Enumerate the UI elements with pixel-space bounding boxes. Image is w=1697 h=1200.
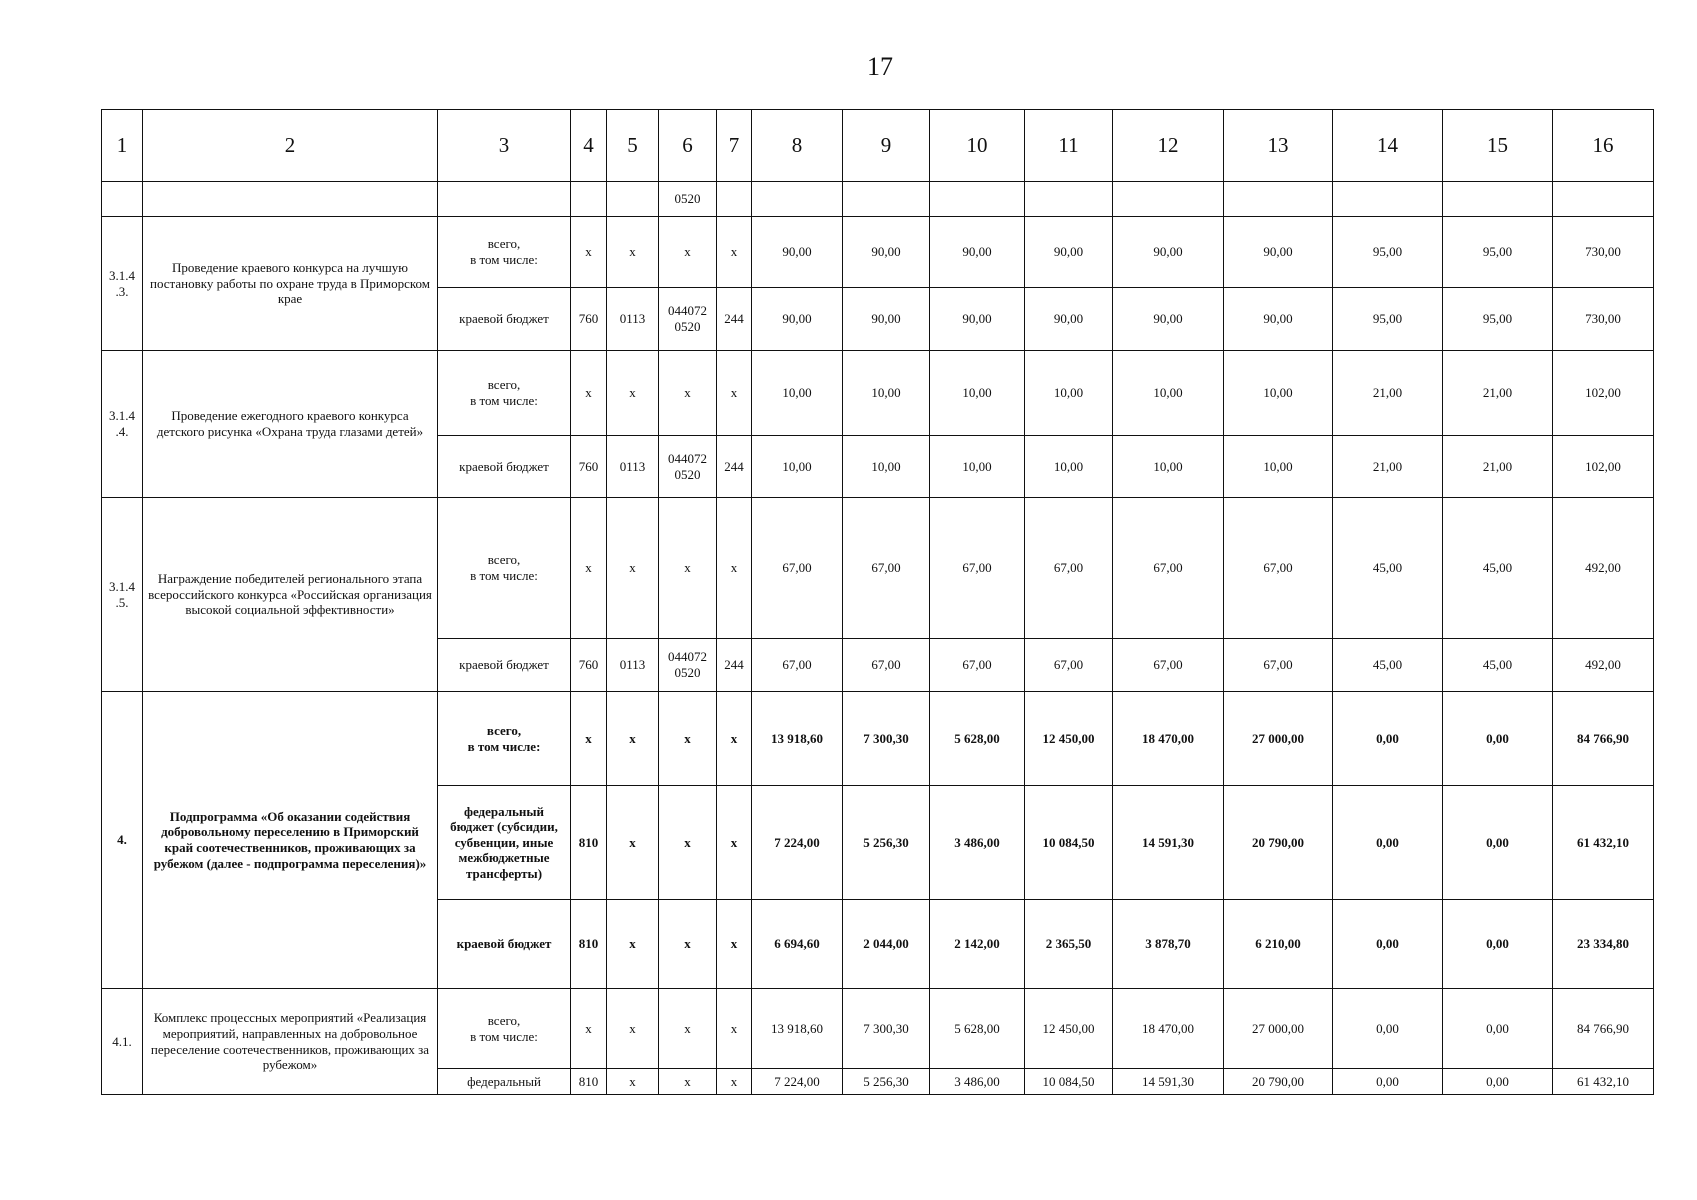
col-header: 8 [752,110,843,182]
value-cell: 2 365,50 [1025,900,1113,989]
item-number: 4.1. [102,989,143,1095]
value-cell: 90,00 [1224,217,1333,288]
value-cell: 0,00 [1443,989,1553,1069]
code-cell: x [607,217,659,288]
value-cell: 90,00 [843,288,930,351]
value-cell: 67,00 [1025,498,1113,639]
value-cell: 21,00 [1443,351,1553,436]
code-cell: x [717,1069,752,1095]
value-cell: 61 432,10 [1553,786,1654,900]
code-cell: 044072 0520 [659,288,717,351]
value-cell: 21,00 [1443,436,1553,498]
col-header: 3 [438,110,571,182]
value-cell: 45,00 [1333,498,1443,639]
code-cell: x [717,217,752,288]
code-cell: 810 [571,786,607,900]
value-cell: 67,00 [1025,639,1113,692]
value-cell: 0,00 [1443,692,1553,786]
value-cell: 23 334,80 [1553,900,1654,989]
funding-source: всего, в том числе: [438,692,571,786]
item-number: 3.1.4 .3. [102,217,143,351]
funding-source: федеральный бюджет (субсидии, субвенции, иные межбюджетные трансферты) [438,786,571,900]
value-cell: 61 432,10 [1553,1069,1654,1095]
value-cell: 45,00 [1443,498,1553,639]
value-cell: 10,00 [1224,351,1333,436]
value-cell: 492,00 [1553,498,1654,639]
value-cell: 21,00 [1333,436,1443,498]
code-cell: x [659,217,717,288]
funding-source: всего, в том числе: [438,989,571,1069]
value-cell: 27 000,00 [1224,692,1333,786]
code-cell: x [607,989,659,1069]
code-cell: 244 [717,436,752,498]
value-cell: 90,00 [1025,288,1113,351]
value-cell: 95,00 [1333,288,1443,351]
value-cell: 10,00 [752,436,843,498]
value-cell: 90,00 [930,217,1025,288]
value-cell: 10 084,50 [1025,1069,1113,1095]
code-cell: x [571,217,607,288]
funding-source: всего, в том числе: [438,351,571,436]
value-cell: 90,00 [752,217,843,288]
funding-source: всего, в том числе: [438,217,571,288]
col-header: 14 [1333,110,1443,182]
code-cell: x [607,900,659,989]
value-cell: 492,00 [1553,639,1654,692]
funding-source: федеральный [438,1069,571,1095]
code-cell: x [571,692,607,786]
funding-source: краевой бюджет [438,436,571,498]
value-cell: 18 470,00 [1113,692,1224,786]
item-name: Награждение победителей регионального этапа всероссийского конкурса «Российская организация высокой социальной эффективности» [143,498,438,692]
item-number: 3.1.4 .5. [102,498,143,692]
code-cell: x [607,1069,659,1095]
col-header: 4 [571,110,607,182]
value-cell: 95,00 [1443,217,1553,288]
value-cell: 67,00 [1113,639,1224,692]
code-cell: x [607,351,659,436]
value-cell: 10 084,50 [1025,786,1113,900]
code-cell: 0520 [659,182,717,217]
value-cell: 5 628,00 [930,692,1025,786]
value-cell: 3 486,00 [930,1069,1025,1095]
value-cell: 12 450,00 [1025,989,1113,1069]
code-cell: x [659,786,717,900]
value-cell: 84 766,90 [1553,989,1654,1069]
value-cell: 84 766,90 [1553,692,1654,786]
value-cell: 6 694,60 [752,900,843,989]
col-header: 10 [930,110,1025,182]
code-cell: x [607,692,659,786]
code-cell: x [571,498,607,639]
value-cell: 12 450,00 [1025,692,1113,786]
value-cell: 13 918,60 [752,692,843,786]
value-cell: 90,00 [1224,288,1333,351]
table-row [102,498,1654,639]
value-cell: 10,00 [930,351,1025,436]
code-cell: x [717,786,752,900]
code-cell: 760 [571,639,607,692]
code-cell: 810 [571,900,607,989]
item-name: Подпрограмма «Об оказании содействия добровольному переселению в Приморский край соотечественников, проживающих за рубежом (далее - подпрограмма переселения)» [143,692,438,989]
funding-source: краевой бюджет [438,900,571,989]
value-cell: 7 224,00 [752,1069,843,1095]
value-cell: 14 591,30 [1113,786,1224,900]
code-cell: 0113 [607,288,659,351]
col-header: 2 [143,110,438,182]
col-header: 5 [607,110,659,182]
funding-source: краевой бюджет [438,288,571,351]
value-cell: 0,00 [1333,692,1443,786]
item-name: Комплекс процессных мероприятий «Реализация мероприятий, направленных на добровольное переселение соотечественников, проживающих за рубежом» [143,989,438,1095]
value-cell: 10,00 [1113,351,1224,436]
col-header: 13 [1224,110,1333,182]
value-cell: 5 256,30 [843,1069,930,1095]
item-name: Проведение краевого конкурса на лучшую постановку работы по охране труда в Приморском крае [143,217,438,351]
value-cell: 10,00 [1113,436,1224,498]
value-cell: 14 591,30 [1113,1069,1224,1095]
code-cell: x [659,1069,717,1095]
value-cell: 10,00 [930,436,1025,498]
code-cell: x [659,351,717,436]
value-cell: 67,00 [930,639,1025,692]
table-row [102,989,1654,1069]
value-cell: 18 470,00 [1113,989,1224,1069]
value-cell: 20 790,00 [1224,786,1333,900]
continuation-row [102,182,1654,217]
table-row [102,351,1654,436]
code-cell: 244 [717,288,752,351]
value-cell: 67,00 [843,498,930,639]
col-header: 16 [1553,110,1654,182]
value-cell: 90,00 [1113,217,1224,288]
funding-source: краевой бюджет [438,639,571,692]
value-cell: 0,00 [1333,786,1443,900]
value-cell: 730,00 [1553,288,1654,351]
code-cell: 244 [717,639,752,692]
value-cell: 10,00 [1025,436,1113,498]
value-cell: 10,00 [843,436,930,498]
value-cell: 90,00 [1025,217,1113,288]
value-cell: 90,00 [930,288,1025,351]
value-cell: 2 044,00 [843,900,930,989]
code-cell: x [571,351,607,436]
value-cell: 90,00 [843,217,930,288]
value-cell: 3 878,70 [1113,900,1224,989]
code-cell: x [717,989,752,1069]
col-header: 15 [1443,110,1553,182]
value-cell: 27 000,00 [1224,989,1333,1069]
value-cell: 90,00 [752,288,843,351]
code-cell: x [659,989,717,1069]
funding-source: всего, в том числе: [438,498,571,639]
value-cell: 21,00 [1333,351,1443,436]
table-row [102,217,1654,288]
item-number: 4. [102,692,143,989]
value-cell: 7 224,00 [752,786,843,900]
budget-table [101,109,1654,1095]
col-header: 9 [843,110,930,182]
value-cell: 102,00 [1553,436,1654,498]
col-header: 12 [1113,110,1224,182]
value-cell: 0,00 [1333,900,1443,989]
value-cell: 13 918,60 [752,989,843,1069]
code-cell: x [717,351,752,436]
col-header: 1 [102,110,143,182]
value-cell: 730,00 [1553,217,1654,288]
table-row [102,692,1654,786]
col-header: 7 [717,110,752,182]
value-cell: 0,00 [1443,900,1553,989]
value-cell: 5 628,00 [930,989,1025,1069]
value-cell: 67,00 [843,639,930,692]
value-cell: 20 790,00 [1224,1069,1333,1095]
item-name: Проведение ежегодного краевого конкурса детского рисунка «Охрана труда глазами детей» [143,351,438,498]
value-cell: 67,00 [752,639,843,692]
value-cell: 10,00 [843,351,930,436]
code-cell: x [659,692,717,786]
value-cell: 6 210,00 [1224,900,1333,989]
code-cell: x [717,498,752,639]
code-cell: 760 [571,436,607,498]
value-cell: 67,00 [930,498,1025,639]
value-cell: 45,00 [1443,639,1553,692]
code-cell: 044072 0520 [659,639,717,692]
code-cell: x [659,900,717,989]
value-cell: 67,00 [1224,639,1333,692]
page-number: 17 [867,52,893,81]
value-cell: 0,00 [1333,1069,1443,1095]
code-cell: x [659,498,717,639]
code-cell: 810 [571,1069,607,1095]
value-cell: 95,00 [1443,288,1553,351]
value-cell: 102,00 [1553,351,1654,436]
value-cell: 7 300,30 [843,989,930,1069]
value-cell: 0,00 [1333,989,1443,1069]
value-cell: 67,00 [1113,498,1224,639]
value-cell: 7 300,30 [843,692,930,786]
value-cell: 45,00 [1333,639,1443,692]
value-cell: 67,00 [1224,498,1333,639]
item-number: 3.1.4 .4. [102,351,143,498]
value-cell: 3 486,00 [930,786,1025,900]
code-cell: 0113 [607,436,659,498]
code-cell: x [607,786,659,900]
value-cell: 0,00 [1443,1069,1553,1095]
value-cell: 95,00 [1333,217,1443,288]
code-cell: 0113 [607,639,659,692]
code-cell: x [607,498,659,639]
value-cell: 90,00 [1113,288,1224,351]
value-cell: 2 142,00 [930,900,1025,989]
value-cell: 67,00 [752,498,843,639]
col-header: 6 [659,110,717,182]
code-cell: 044072 0520 [659,436,717,498]
header-row [102,110,1654,182]
col-header: 11 [1025,110,1113,182]
code-cell: x [717,900,752,989]
value-cell: 0,00 [1443,786,1553,900]
value-cell: 10,00 [1025,351,1113,436]
value-cell: 5 256,30 [843,786,930,900]
value-cell: 10,00 [1224,436,1333,498]
code-cell: x [571,989,607,1069]
value-cell: 10,00 [752,351,843,436]
code-cell: 760 [571,288,607,351]
code-cell: x [717,692,752,786]
